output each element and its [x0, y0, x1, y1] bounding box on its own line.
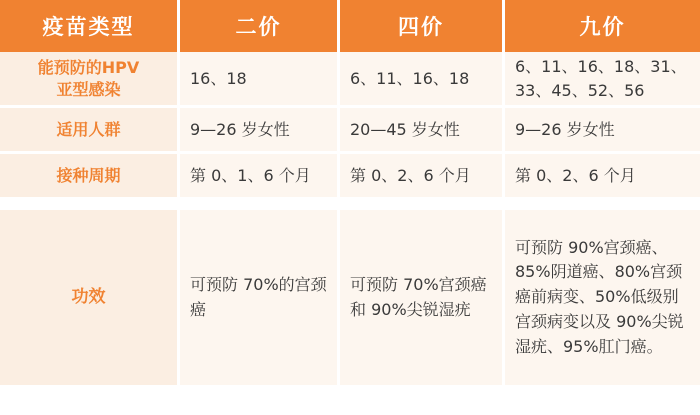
row-divider: [0, 200, 700, 210]
table-row: [0, 210, 700, 388]
cell-efficacy-bivalent: 可预防 70%的宫颈癌: [180, 210, 340, 385]
table-row: [0, 154, 700, 200]
cell-efficacy-nonavalent: 可预防 90%宫颈癌、85%阴道癌、80%宫颈癌前病变、50%低级别宫颈病变以及 90%尖锐湿疣、95%肛门癌。: [505, 210, 700, 385]
row-label-target-population: 适用人群: [0, 108, 180, 151]
table-row: [0, 52, 700, 108]
bottom-padding: [0, 388, 700, 415]
row-label-efficacy: 功效: [0, 210, 180, 385]
row-label-schedule: 接种周期: [0, 154, 180, 197]
row-label-hpv-subtypes: [0, 52, 180, 105]
table-row: [0, 108, 700, 154]
column-header-nonavalent: 九价: [505, 0, 700, 52]
cell-hpv-subtypes-quadrivalent: 6、11、16、18: [340, 52, 505, 105]
column-header-bivalent: 二价: [180, 0, 340, 52]
cell-hpv-subtypes-nonavalent: 6、11、16、18、31、33、45、52、56: [505, 52, 700, 105]
cell-efficacy-quadrivalent: 可预防 70%宫颈癌和 90%尖锐湿疣: [340, 210, 505, 385]
column-header-type: 疫苗类型: [0, 0, 180, 52]
row-label-line-2: 亚型感染: [56, 79, 121, 99]
cell-hpv-subtypes-bivalent: 16、18: [180, 52, 340, 105]
cell-schedule-bivalent: 第 0、1、6 个月: [180, 154, 340, 197]
cell-population-quadrivalent: 20—45 岁女性: [340, 108, 505, 151]
row-label-line-1: 能预防的HPV: [37, 57, 140, 77]
cell-population-bivalent: 9—26 岁女性: [180, 108, 340, 151]
cell-population-nonavalent: 9—26 岁女性: [505, 108, 700, 151]
table-header-row: [0, 0, 700, 52]
cell-schedule-nonavalent: 第 0、2、6 个月: [505, 154, 700, 197]
column-header-quadrivalent: 四价: [340, 0, 505, 52]
cell-schedule-quadrivalent: 第 0、2、6 个月: [340, 154, 505, 197]
